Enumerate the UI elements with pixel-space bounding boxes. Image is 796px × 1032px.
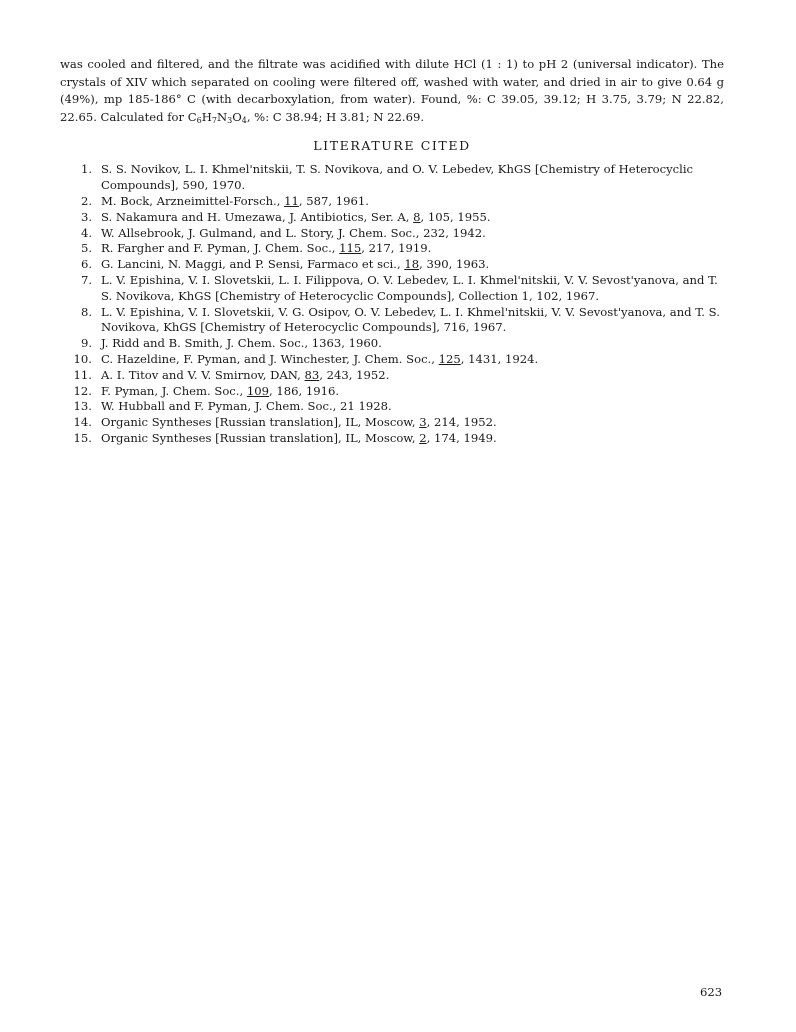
reference-text — [101, 399, 724, 415]
reference-citation: W. Allsebrook, J. Gulmand, and L. Story, J. Chem. Soc., 232, 1942. — [101, 225, 486, 240]
reference-pages-year: , 217, 1919. — [361, 241, 432, 256]
reference-text — [101, 210, 724, 226]
formula-element: H — [201, 109, 212, 124]
paragraph-text: , %: C 38.94; H 3.81; N 22.69. — [246, 109, 425, 124]
reference-volume: 115 — [339, 241, 362, 256]
reference-text — [101, 162, 724, 194]
reference-item — [60, 162, 724, 194]
reference-item — [60, 431, 724, 447]
reference-number: 13. — [73, 399, 92, 414]
reference-pages-year: , 587, 1961. — [298, 193, 369, 208]
reference-number: 2. — [80, 193, 92, 208]
reference-item — [60, 226, 724, 242]
reference-number: 1. — [80, 162, 92, 177]
reference-text — [101, 226, 724, 242]
reference-list — [60, 162, 724, 446]
reference-item — [60, 352, 724, 368]
reference-item — [60, 384, 724, 400]
reference-text — [101, 352, 724, 368]
reference-pages-year: , 105, 1955. — [420, 209, 491, 224]
reference-pages-year: , 214, 1952. — [426, 415, 497, 430]
paragraph-text: was cooled and filtered, and the filtrate was acidified with dilute HCl (1 : 1) to pH 2 (universal indicator). The crystals of XIV which separated on cooling were filtered off, washed with water, and dried in air to give 0.64 g (49%), mp 185-186° C (with decarboxylation, from water). Found, %: C 39.05, 39.12; H 3.75, 3.79; N 22.82, 22.65. Calculated for C — [60, 57, 724, 124]
reference-text — [101, 241, 724, 257]
reference-citation: W. Hubball and F. Pyman, J. Chem. Soc., 21 1928. — [101, 399, 392, 414]
reference-citation: C. Hazeldine, F. Pyman, and J. Winchester, J. Chem. Soc., — [101, 351, 439, 366]
reference-pages-year: , 243, 1952. — [319, 367, 390, 382]
reference-number: 11. — [73, 367, 92, 382]
reference-citation: L. V. Epishina, V. I. Slovetskii, V. G. Osipov, O. V. Lebedev, L. I. Khmel'nitskii, V. V. Sevost'yanova, and T. S. Novikova, KhGS [Chemistry of Heterocyclic Compounds], 716, 1967. — [101, 304, 720, 335]
reference-volume: 8 — [413, 209, 421, 224]
reference-text — [101, 384, 724, 400]
reference-volume: 2 — [419, 430, 427, 445]
reference-text — [101, 273, 724, 305]
reference-text — [101, 257, 724, 273]
continuation-paragraph — [60, 56, 724, 126]
reference-item — [60, 257, 724, 273]
reference-volume: 3 — [419, 415, 427, 430]
reference-text — [101, 431, 724, 447]
reference-citation: L. V. Epishina, V. I. Slovetskii, L. I. Filippova, O. V. Lebedev, L. I. Khmel'nitskii, V. V. Sevost'yanova, and T. S. Novikova, KhGS [Chemistry of Heterocyclic Compounds], Collection 1, 102, 1967. — [101, 272, 718, 303]
reference-number: 7. — [80, 272, 92, 287]
reference-item — [60, 273, 724, 305]
reference-item — [60, 210, 724, 226]
reference-pages-year: , 390, 1963. — [419, 257, 490, 272]
reference-number: 14. — [73, 415, 92, 430]
reference-text — [101, 336, 724, 352]
reference-volume: 11 — [284, 193, 299, 208]
reference-volume: 125 — [438, 351, 461, 366]
reference-text — [101, 368, 724, 384]
reference-item — [60, 415, 724, 431]
formula-element: O — [232, 109, 242, 124]
reference-number: 15. — [73, 430, 92, 445]
reference-citation: F. Pyman, J. Chem. Soc., — [101, 383, 247, 398]
reference-item — [60, 368, 724, 384]
reference-citation: M. Bock, Arzneimittel-Forsch., — [101, 193, 285, 208]
page-number: 623 — [700, 985, 723, 999]
reference-item — [60, 194, 724, 210]
reference-text — [101, 415, 724, 431]
formula-subscript: 3 — [227, 115, 233, 125]
reference-citation: Organic Syntheses [Russian translation], IL, Moscow, — [101, 430, 420, 445]
reference-citation: S. Nakamura and H. Umezawa, J. Antibiotics, Ser. A, — [101, 209, 414, 224]
reference-text — [101, 194, 724, 210]
reference-pages-year: , 1431, 1924. — [460, 351, 539, 366]
formula-element: N — [216, 109, 228, 124]
reference-item — [60, 399, 724, 415]
formula-subscript: 4 — [241, 115, 247, 125]
reference-volume: 83 — [304, 367, 320, 382]
reference-citation: S. S. Novikov, L. I. Khmel'nitskii, T. S. Novikova, and O. V. Lebedev, KhGS [Chemistry of Heterocyclic Compounds], 590, 1970. — [101, 162, 694, 193]
reference-citation: Organic Syntheses [Russian translation], IL, Moscow, — [101, 415, 420, 430]
reference-citation: G. Lancini, N. Maggi, and P. Sensi, Farmaco et sci., — [101, 257, 405, 272]
formula-subscript: 6 — [196, 115, 202, 125]
reference-item — [60, 336, 724, 352]
reference-number: 12. — [73, 383, 92, 398]
reference-number: 9. — [80, 336, 92, 351]
reference-volume: 109 — [246, 383, 269, 398]
reference-citation: A. I. Titov and V. V. Smirnov, DAN, — [101, 367, 305, 382]
section-heading: LITERATURE CITED — [313, 138, 471, 154]
reference-pages-year: , 174, 1949. — [426, 430, 497, 445]
reference-item — [60, 241, 724, 257]
reference-item — [60, 305, 724, 337]
reference-volume: 18 — [404, 257, 420, 272]
page-body — [60, 56, 724, 447]
formula-subscript: 7 — [211, 115, 217, 125]
reference-number: 3. — [80, 209, 92, 224]
reference-text — [101, 305, 724, 337]
reference-number: 10. — [73, 351, 92, 366]
reference-citation: J. Ridd and B. Smith, J. Chem. Soc., 1363, 1960. — [101, 336, 382, 351]
reference-number: 5. — [80, 241, 92, 256]
reference-citation: R. Fargher and F. Pyman, J. Chem. Soc., — [101, 241, 340, 256]
reference-pages-year: , 186, 1916. — [269, 383, 340, 398]
reference-number: 6. — [80, 257, 92, 272]
reference-number: 8. — [80, 304, 92, 319]
reference-number: 4. — [80, 225, 92, 240]
